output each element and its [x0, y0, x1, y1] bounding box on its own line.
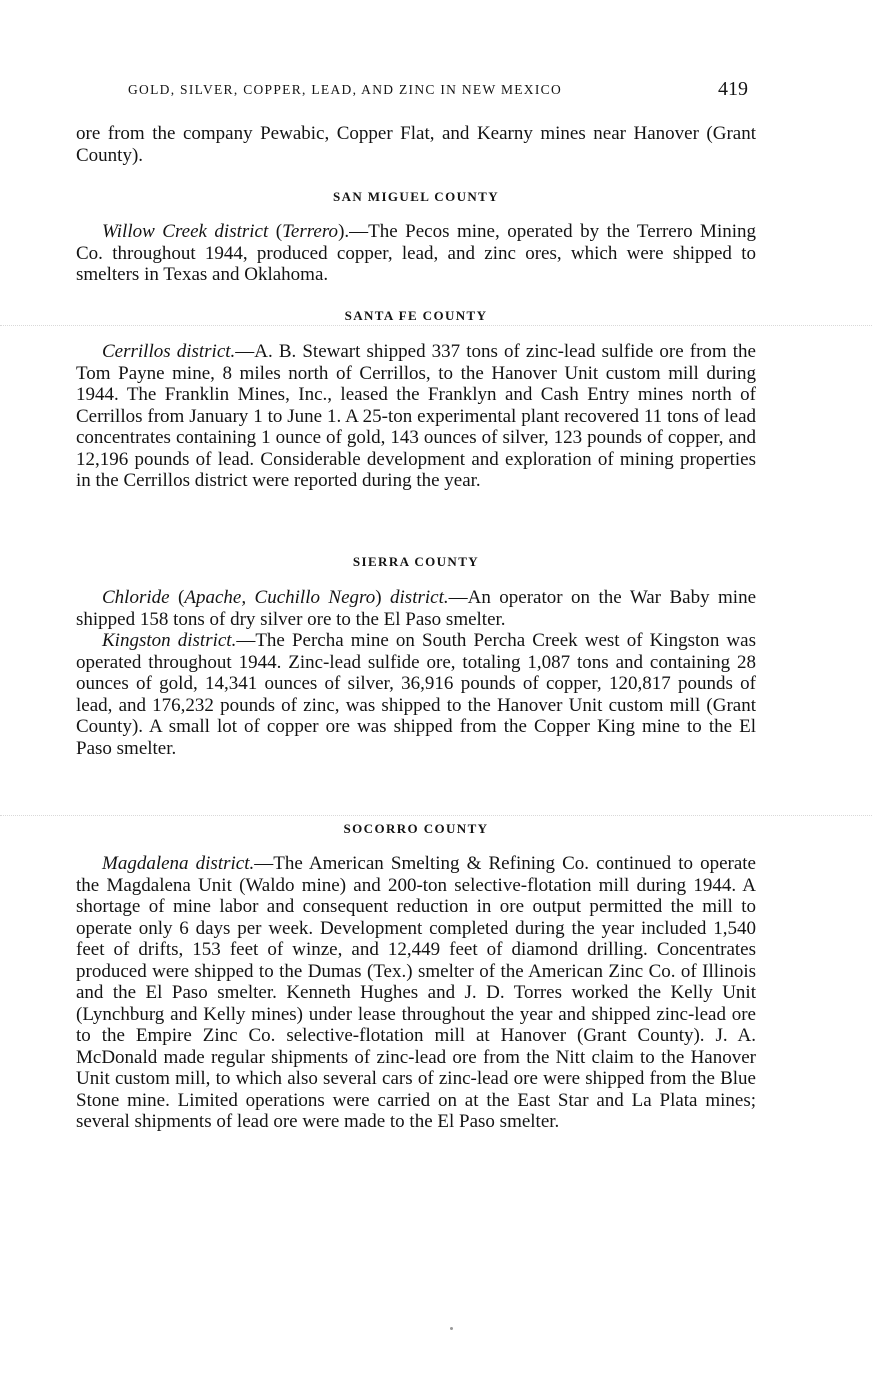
- district-label: district.: [390, 587, 449, 608]
- paragraph-text: —An operator on the War Baby mine shipped 158 tons of dry silver ore to the El Paso smelter.: [76, 587, 757, 630]
- section-heading-sierra: SIERRA COUNTY: [352, 554, 480, 569]
- paragraph-cerrillos: [76, 341, 756, 492]
- section-body-santa-fe: [76, 341, 756, 492]
- section-heading-santa-fe: SANTA FE COUNTY: [344, 308, 488, 323]
- paragraph-text: ).—The Pecos mine, operated by the Terrero Mining Co. throughout 1944, produced copper, lead, and zinc ores, which were shipped to smelters in Texas and Oklahoma.: [76, 221, 757, 285]
- district-name: Chloride: [102, 587, 170, 608]
- paragraph-text: —A. B. Stewart shipped 337 tons of zinc-lead sulfide ore from the Tom Payne mine, 8 miles north of Cerrillos, to the Hanover Unit custom mill during 1944. The Franklin Mines, Inc., leased the Franklyn and Cash Entry mines north of Cerrillos from January 1 to June 1. A 25-ton experimental plant recovered 11 tons of lead concentrates containing 1 ounce of gold, 143 ounces of silver, 123 pounds of copper, and 12,196 pounds of lead. Considerable development and exploration of mining properties in the Cerrillos district were reported during the year.: [76, 341, 756, 491]
- paragraph-text: —The American Smelting & Refining Co. continued to operate the Magdalena Unit (Waldo mine) and 200-ton selective-flotation mill during 1944. A shortage of mine labor and consequent reduction in ore output permitted the mill to operate only 6 days per week. Development completed during the year included 1,540 feet of drifts, 153 feet of winze, and 12,449 feet of diamond drilling. Concentrates produced were shipped to the Dumas (Tex.) smelter of the American Zinc Co. of Illinois and the El Paso smelter. Kenneth Hughes and J. D. Torres worked the Kelly Unit (Lynchburg and Kelly mines) under lease throughout the year and shipped zinc-lead ore to the Empire Zinc Co. selective-flotation mill at Hanover (Grant County). J. A. McDonald made regular shipments of zinc-lead ore from the Nitt claim to the Hanover Unit custom mill, to which also several cars of zinc-lead ore were shipped from the Blue Stone mine. Limited operations were carried on at the East Star and La Plata mines; several shipments of lead ore were made to the El Paso smelter.: [76, 853, 756, 1132]
- running-title: GOLD, SILVER, COPPER, LEAD, AND ZINC IN NEW MEXICO: [128, 82, 563, 97]
- paragraph-punct: (: [169, 587, 185, 608]
- section-body-sierra: [76, 587, 756, 759]
- district-name: Cerrillos district.: [102, 341, 236, 362]
- district-name: Magdalena district.: [102, 853, 255, 874]
- paragraph-punct: (: [268, 221, 283, 242]
- paragraph-kingston: [76, 630, 756, 759]
- paragraph-chloride: [76, 587, 756, 630]
- paragraph-punct: ): [375, 587, 391, 608]
- paragraph-willow-creek: [76, 221, 756, 286]
- district-name: Willow Creek district: [102, 221, 269, 242]
- district-alias: Apache, Cuchillo Negro: [184, 587, 376, 608]
- section-heading-socorro: SOCORRO COUNTY: [343, 821, 489, 836]
- section-body-socorro: [76, 853, 756, 1133]
- paragraph-magdalena: [76, 853, 756, 1133]
- running-head: [128, 78, 748, 104]
- page-number: 419: [718, 78, 748, 100]
- continuation-paragraph: ore from the company Pewabic, Copper Flat, and Kearny mines near Hanover (Grant County).: [76, 123, 756, 166]
- scan-divider: [0, 325, 872, 326]
- scan-speck: [450, 1327, 453, 1330]
- section-heading-san-miguel: SAN MIGUEL COUNTY: [332, 189, 500, 204]
- section-body-san-miguel: [76, 221, 756, 286]
- continuation-text-block: [76, 123, 756, 166]
- paragraph-text: —The Percha mine on South Percha Creek west of Kingston was operated throughout 1944. Zinc-lead sulfide ore, totaling 1,087 tons and containing 28 ounces of gold, 14,341 ounces of silver, 36,916 pounds of copper, 120,817 pounds of lead, and 176,232 pounds of zinc, was shipped to the Hanover Unit custom mill (Grant County). A small lot of copper ore was shipped from the Copper King mine to the El Paso smelter.: [76, 630, 756, 759]
- district-name: Kingston district.: [102, 630, 237, 651]
- district-alias: Terrero: [282, 221, 339, 242]
- scan-divider: [0, 815, 872, 816]
